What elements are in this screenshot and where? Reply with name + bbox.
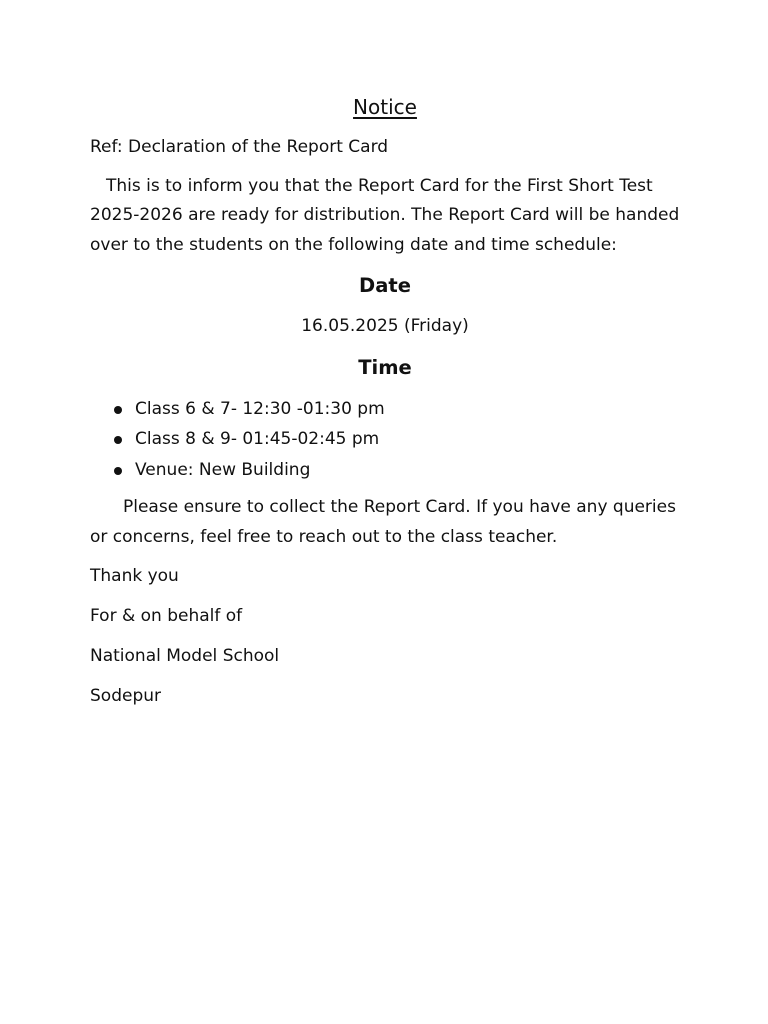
schedule-item-text: Class 8 & 9- 01:45-02:45 pm <box>135 429 380 449</box>
schedule-item <box>90 394 680 425</box>
bullet-icon <box>114 436 122 444</box>
school-location: Sodepur <box>90 686 161 706</box>
notice-content <box>90 93 680 722</box>
school-name: National Model School <box>90 646 280 666</box>
schedule-list <box>90 394 680 486</box>
notice-title: Notice <box>353 95 417 119</box>
date-heading: Date <box>359 274 411 297</box>
bullet-icon <box>114 467 122 475</box>
date-value: 16.05.2025 (Friday) <box>301 316 469 336</box>
schedule-item-text: Venue: New Building <box>135 459 311 480</box>
time-heading: Time <box>358 355 412 379</box>
schedule-item <box>90 455 680 486</box>
closing-paragraph: Please ensure to collect the Report Card. If you have any queries or concerns, feel free to reach out to the class teacher. <box>90 497 676 547</box>
behalf-line: For & on behalf of <box>90 606 243 626</box>
schedule-item <box>90 424 680 455</box>
thanks-line: Thank you <box>90 566 179 586</box>
reference-line: Ref: Declaration of the Report Card <box>90 137 389 157</box>
schedule-item-text: Class 6 & 7- 12:30 -01:30 pm <box>135 398 385 419</box>
intro-paragraph: This is to inform you that the Report Card for the First Short Test 2025-2026 are ready for distribution. The Report Card will be handed over to the students on the following date and time schedule: <box>90 175 680 255</box>
bullet-icon <box>114 406 122 414</box>
